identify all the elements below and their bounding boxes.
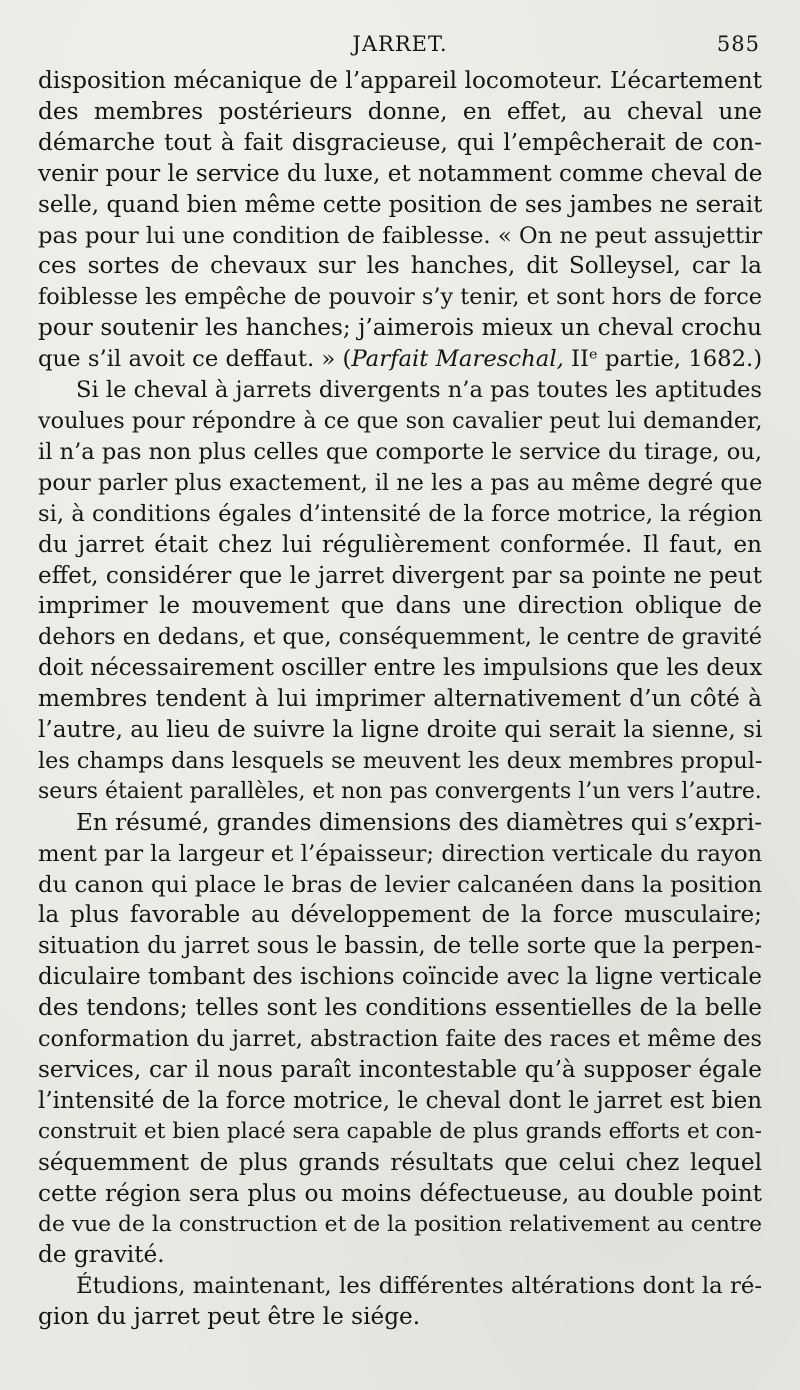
text-line: du canon qui place le bras de levier calcanéen dans la position bbox=[38, 871, 763, 898]
body-text bbox=[38, 66, 762, 1333]
text-line: Si le cheval à jarrets divergents n’a pas toutes les aptitudes bbox=[76, 377, 762, 404]
running-head bbox=[38, 26, 762, 66]
running-title: JARRET. bbox=[352, 32, 448, 56]
text-run: IIᵉ partie, 1682.) bbox=[563, 346, 763, 373]
text-line: selle, quand bien même cette position de ses jambes ne serait bbox=[38, 191, 763, 218]
text-line: si, à conditions égales d’intensité de la force motrice, la région bbox=[38, 500, 763, 527]
text-line: doit nécessairement osciller entre les impulsions que les deux bbox=[38, 655, 763, 682]
text-line: il n’a pas non plus celles que comporte le service du tirage, ou, bbox=[38, 438, 763, 465]
text-line: pas pour lui une condition de faiblesse. « On ne peut assujettir bbox=[38, 222, 763, 249]
cited-title: Parfait Mareschal, bbox=[351, 346, 564, 373]
text-line: En résumé, grandes dimensions des diamètres qui s’expri- bbox=[76, 809, 762, 836]
text-line: voulues pour répondre à ce que son cavalier peut lui demander, bbox=[38, 407, 763, 434]
paragraph bbox=[38, 66, 762, 375]
text-line: l’autre, au lieu de suivre la ligne droite qui serait la sienne, si bbox=[38, 717, 763, 744]
page-number: 585 bbox=[716, 32, 760, 56]
text-line bbox=[38, 344, 762, 375]
text-line: pour soutenir les hanches; j’aimerois mieux un cheval crochu bbox=[38, 314, 762, 342]
text-line: séquemment de plus grands résultats que celui chez lequel bbox=[38, 1148, 762, 1176]
text-line: des tendons; telles sont les conditions essentielles de la belle bbox=[38, 994, 762, 1022]
text-line: la plus favorable au développement de la force musculaire; bbox=[38, 901, 762, 929]
text-line: seurs étaient parallèles, et non pas convergents l’un vers l’autre. bbox=[38, 778, 762, 804]
text-line: effet, considérer que le jarret divergent par sa pointe ne peut bbox=[38, 562, 762, 589]
text-line: dehors en dedans, et que, conséquemment, le centre de gravité bbox=[38, 624, 762, 651]
text-line: pour parler plus exactement, il ne les a pas au même degré que bbox=[38, 469, 763, 496]
text-line: imprimer le mouvement que dans une direction oblique de bbox=[38, 592, 762, 620]
text-line: l’intensité de la force motrice, le cheval dont le jarret est bien bbox=[38, 1087, 763, 1114]
text-line: des membres postérieurs donne, en effet, au cheval une bbox=[38, 97, 762, 125]
text-line: services, car il nous paraît incontestable qu’à supposer égale bbox=[38, 1056, 762, 1083]
text-line: disposition mécanique de l’appareil locomoteur. L’écartement bbox=[38, 67, 762, 94]
text-line: de gravité. bbox=[38, 1241, 165, 1269]
text-line: ces sortes de chevaux sur les hanches, dit Solleysel, car la bbox=[38, 252, 762, 280]
text-line: ment par la largeur et l’épaisseur; direction verticale du rayon bbox=[38, 840, 763, 867]
text-line: gion du jarret peut être le siége. bbox=[38, 1303, 421, 1331]
text-line: conformation du jarret, abstraction faite des races et même des bbox=[38, 1026, 762, 1053]
text-line: cette région sera plus ou moins défectueuse, au double point bbox=[38, 1179, 762, 1207]
text-line: membres tendent à lui imprimer alternativement d’un côté à bbox=[38, 685, 762, 713]
text-line: construit et bien placé sera capable de plus grands efforts et con- bbox=[38, 1118, 762, 1144]
paragraph bbox=[38, 808, 762, 1272]
text-line: foiblesse les empêche de pouvoir s’y tenir, et sont hors de force bbox=[38, 284, 762, 311]
text-line: situation du jarret sous le bassin, de telle sorte que la perpen- bbox=[38, 933, 763, 960]
text-line: venir pour le service du luxe, et notamment comme cheval de bbox=[38, 160, 763, 187]
paragraph bbox=[38, 1271, 762, 1333]
text-line: du jarret était chez lui régulièrement conformée. Il faut, en bbox=[38, 530, 762, 558]
paragraph bbox=[38, 375, 762, 808]
text-line: Étudions, maintenant, les différentes altérations dont la ré- bbox=[76, 1273, 762, 1300]
text-line: démarche tout à fait disgracieuse, qui l’empêcherait de con- bbox=[38, 128, 762, 156]
text-line: diculaire tombant des ischions coïncide avec la ligne verticale bbox=[38, 964, 762, 991]
text-run: que s’il avoit ce deffaut. » ( bbox=[38, 346, 352, 373]
text-line: les champs dans lesquels se meuvent les deux membres propul- bbox=[38, 747, 763, 774]
text-line: de vue de la construction et de la position relativement au centre bbox=[38, 1211, 762, 1237]
